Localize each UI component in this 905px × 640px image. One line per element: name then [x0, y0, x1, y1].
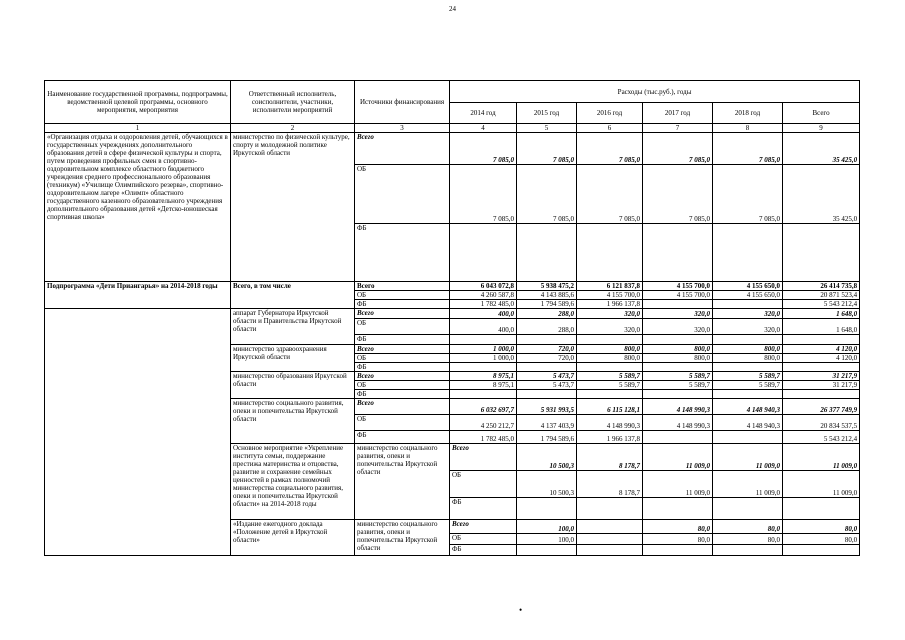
- value-cell: 8 178,7: [577, 471, 643, 498]
- value-cell: 800,0: [577, 354, 643, 363]
- source-fb: ФБ: [355, 431, 450, 444]
- value-cell: 800,0: [577, 345, 643, 354]
- value-cell: 320,0: [643, 319, 713, 335]
- value-cell: 35 425,0: [783, 133, 860, 165]
- row-name: «Организация отдыха и оздоровления детей, обучающихся в государственных учреждениях дополнительного образования детей в сфере физической культуры и спорта, путем проведения профильных смен в спортивно-оздоровительном комплексе областного бюджетного учреждения среднего профессионального образования (техникум) «Училище Олимпийского резерва», спортивно-оздоровительном лагере «Олимп» областного государственного казенного образовательного учреждения дополнительного образования детей «Детско-юношеская спортивная школа»: [45, 133, 231, 282]
- value-cell: 10 500,3: [517, 471, 577, 498]
- source-total: Всего: [355, 372, 450, 381]
- value-cell: 4 120,0: [783, 354, 860, 363]
- row-responsible: Всего, в том числе: [231, 282, 355, 309]
- value-cell: 4 155 700,0: [643, 282, 713, 291]
- value-cell: 4 155 700,0: [643, 291, 713, 300]
- value-cell: 288,0: [517, 309, 577, 319]
- value-cell: 6 115 128,1: [577, 399, 643, 415]
- value-cell: 1 794 589,6: [517, 431, 577, 444]
- value-cell: 400,0: [450, 309, 517, 319]
- source-ob: ОБ: [450, 534, 517, 545]
- source-ob: ОБ: [355, 415, 450, 431]
- value-cell: 720,0: [517, 354, 577, 363]
- value-cell: 7 085,0: [517, 133, 577, 165]
- value-cell: 320,0: [713, 309, 783, 319]
- value-cell: 31 217,9: [783, 372, 860, 381]
- value-cell: 11 009,0: [713, 444, 783, 471]
- source-ob: ОБ: [355, 319, 450, 335]
- value-cell: 1 966 137,8: [577, 431, 643, 444]
- value-cell: 5 931 993,5: [517, 399, 577, 415]
- column-number: 9: [783, 124, 860, 133]
- value-cell: 4 250 212,7: [450, 415, 517, 431]
- value-cell: 1 782 485,0: [450, 300, 517, 309]
- value-cell: 7 085,0: [713, 133, 783, 165]
- source-total: Всего: [355, 282, 450, 291]
- value-cell: 6 043 072,8: [450, 282, 517, 291]
- value-cell: 80,0: [643, 534, 713, 545]
- source-fb: ФБ: [355, 335, 450, 345]
- table-row: [45, 282, 860, 291]
- value-cell: 320,0: [577, 309, 643, 319]
- value-cell: 26 414 735,8: [783, 282, 860, 291]
- value-cell: 4 148 990,3: [643, 399, 713, 415]
- value-cell: 4 148 940,3: [713, 415, 783, 431]
- value-cell: 11 009,0: [783, 444, 860, 471]
- value-cell: 7 085,0: [643, 165, 713, 224]
- source-total: Всего: [355, 399, 450, 415]
- value-cell: 5 589,7: [713, 372, 783, 381]
- value-cell: 35 425,0: [783, 165, 860, 224]
- value-cell: 5 589,7: [713, 381, 783, 390]
- source-total: Всего: [355, 133, 450, 165]
- value-cell: 7 085,0: [450, 165, 517, 224]
- value-cell: 5 589,7: [577, 381, 643, 390]
- column-number: 5: [517, 124, 577, 133]
- expenses-table: [44, 80, 860, 556]
- value-cell: 320,0: [713, 319, 783, 335]
- value-cell: 800,0: [713, 345, 783, 354]
- header-year: 2017 год: [643, 103, 713, 124]
- value-cell: 4 137 403,9: [517, 415, 577, 431]
- source-fb: ФБ: [450, 498, 517, 520]
- value-cell: 6 032 697,7: [450, 399, 517, 415]
- value-cell: 1 000,0: [450, 354, 517, 363]
- scan-dot: •: [519, 605, 523, 615]
- value-cell: 5 589,7: [643, 372, 713, 381]
- value-cell: 800,0: [643, 345, 713, 354]
- source-ob: ОБ: [450, 471, 517, 498]
- value-cell: 5 589,7: [577, 372, 643, 381]
- column-number: 1: [45, 124, 231, 133]
- value-cell: 1 794 589,6: [517, 300, 577, 309]
- value-cell: 6 121 837,8: [577, 282, 643, 291]
- value-cell: 4 155 650,0: [713, 282, 783, 291]
- row-responsible: министерство образования Иркутской области: [231, 372, 355, 399]
- row-responsible: министерство по физической культуре, спорту и молодежной политике Иркутской области: [231, 133, 355, 282]
- header-expenses: Расходы (тыс.руб.), годы: [450, 81, 860, 103]
- value-cell: 1 000,0: [450, 345, 517, 354]
- table-row: [45, 133, 860, 165]
- value-cell: 100,0: [517, 520, 577, 534]
- value-cell: 7 085,0: [643, 133, 713, 165]
- row-responsible: министерство социального развития, опеки и попечительства Иркутской области: [231, 399, 355, 444]
- source-fb: ФБ: [355, 300, 450, 309]
- row-name: Основное мероприятие «Укрепление института семьи, поддержание престижа материнства и отцовства, развитие и сохранение семейных ценностей в рамках полномочий министерства социального развития, опеки и попечительства Иркутской области» на 2014-2018 годы: [231, 444, 355, 520]
- value-cell: 4 148 990,3: [577, 415, 643, 431]
- value-cell: 7 085,0: [577, 133, 643, 165]
- source-total: Всего: [355, 345, 450, 354]
- value-cell: 288,0: [517, 319, 577, 335]
- value-cell: 4 260 587,8: [450, 291, 517, 300]
- value-cell: 80,0: [713, 534, 783, 545]
- value-cell: 4 148 990,3: [643, 415, 713, 431]
- header-year: 2015 год: [517, 103, 577, 124]
- source-fb: ФБ: [355, 390, 450, 399]
- value-cell: 320,0: [643, 309, 713, 319]
- value-cell: 4 155 700,0: [577, 291, 643, 300]
- source-fb: ФБ: [355, 224, 450, 282]
- value-cell: 8 975,1: [450, 381, 517, 390]
- header-total: Всего: [783, 103, 860, 124]
- header-responsible: Ответственный исполнитель, соисполнители, участники, исполнители мероприятий: [231, 81, 355, 124]
- value-cell: 800,0: [713, 354, 783, 363]
- value-cell: 80,0: [713, 520, 783, 534]
- value-cell: 10 500,3: [517, 444, 577, 471]
- source-fb: ФБ: [450, 545, 517, 556]
- header-name: Наименование государственной программы, подпрограммы, ведомственной целевой программы, основного мероприятия, мероприятия: [45, 81, 231, 124]
- page-number: 24: [449, 5, 456, 13]
- value-cell: 800,0: [643, 354, 713, 363]
- value-cell: 4 148 940,3: [713, 399, 783, 415]
- source-ob: ОБ: [355, 381, 450, 390]
- header-source: Источники финансирования: [355, 81, 450, 124]
- value-cell: 26 377 749,9: [783, 399, 860, 415]
- column-number: 4: [450, 124, 517, 133]
- row-responsible: министерство социального развития, опеки и попечительства Иркутской области: [355, 444, 450, 520]
- value-cell: 1 966 137,8: [577, 300, 643, 309]
- column-number: 8: [713, 124, 783, 133]
- value-cell: 31 217,9: [783, 381, 860, 390]
- source-ob: ОБ: [355, 291, 450, 300]
- row-responsible: министерство социального развития, опеки и попечительства Иркутской области: [355, 520, 450, 556]
- value-cell: 4 155 650,0: [713, 291, 783, 300]
- row-responsible: аппарат Губернатора Иркутской области и Правительства Иркутской области: [231, 309, 355, 345]
- column-number: 6: [577, 124, 643, 133]
- source-total: Всего: [355, 309, 450, 319]
- value-cell: 400,0: [450, 319, 517, 335]
- source-fb: ФБ: [355, 363, 450, 372]
- value-cell: 11 009,0: [643, 471, 713, 498]
- value-cell: 720,0: [517, 345, 577, 354]
- header-year: 2014 год: [450, 103, 517, 124]
- value-cell: 5 543 212,4: [783, 431, 860, 444]
- row-name: Подпрограмма «Дети Приангарья» на 2014-2018 годы: [45, 282, 231, 309]
- value-cell: 1 782 485,0: [450, 431, 517, 444]
- value-cell: 80,0: [783, 534, 860, 545]
- value-cell: 1 648,0: [783, 319, 860, 335]
- value-cell: 80,0: [783, 520, 860, 534]
- value-cell: 4 143 885,6: [517, 291, 577, 300]
- column-number: 7: [643, 124, 713, 133]
- value-cell: 80,0: [643, 520, 713, 534]
- value-cell: 11 009,0: [643, 444, 713, 471]
- value-cell: 8 178,7: [577, 444, 643, 471]
- value-cell: 11 009,0: [713, 471, 783, 498]
- value-cell: 7 085,0: [713, 165, 783, 224]
- value-cell: 20 834 537,5: [783, 415, 860, 431]
- row-responsible: министерство здравоохранения Иркутской области: [231, 345, 355, 372]
- value-cell: 7 085,0: [577, 165, 643, 224]
- row-name-empty: [45, 309, 231, 556]
- value-cell: 7 085,0: [450, 133, 517, 165]
- value-cell: 320,0: [577, 319, 643, 335]
- header-year: 2018 год: [713, 103, 783, 124]
- source-total: Всего: [450, 520, 517, 534]
- value-cell: 1 648,0: [783, 309, 860, 319]
- value-cell: 100,0: [517, 534, 577, 545]
- header-year: 2016 год: [577, 103, 643, 124]
- column-number: 3: [355, 124, 450, 133]
- row-name: «Издание ежегодного доклада «Положение детей в Иркутской области»: [231, 520, 355, 556]
- value-cell: 5 473,7: [517, 381, 577, 390]
- source-total: Всего: [450, 444, 517, 471]
- value-cell: 5 938 475,2: [517, 282, 577, 291]
- source-ob: ОБ: [355, 354, 450, 363]
- value-cell: 7 085,0: [517, 165, 577, 224]
- value-cell: 5 473,7: [517, 372, 577, 381]
- value-cell: 11 009,0: [783, 471, 860, 498]
- column-number: 2: [231, 124, 355, 133]
- value-cell: 20 871 523,4: [783, 291, 860, 300]
- value-cell: 5 543 212,4: [783, 300, 860, 309]
- value-cell: 5 589,7: [643, 381, 713, 390]
- source-ob: ОБ: [355, 165, 450, 224]
- table-row: [45, 309, 860, 319]
- value-cell: 8 975,1: [450, 372, 517, 381]
- value-cell: 4 120,0: [783, 345, 860, 354]
